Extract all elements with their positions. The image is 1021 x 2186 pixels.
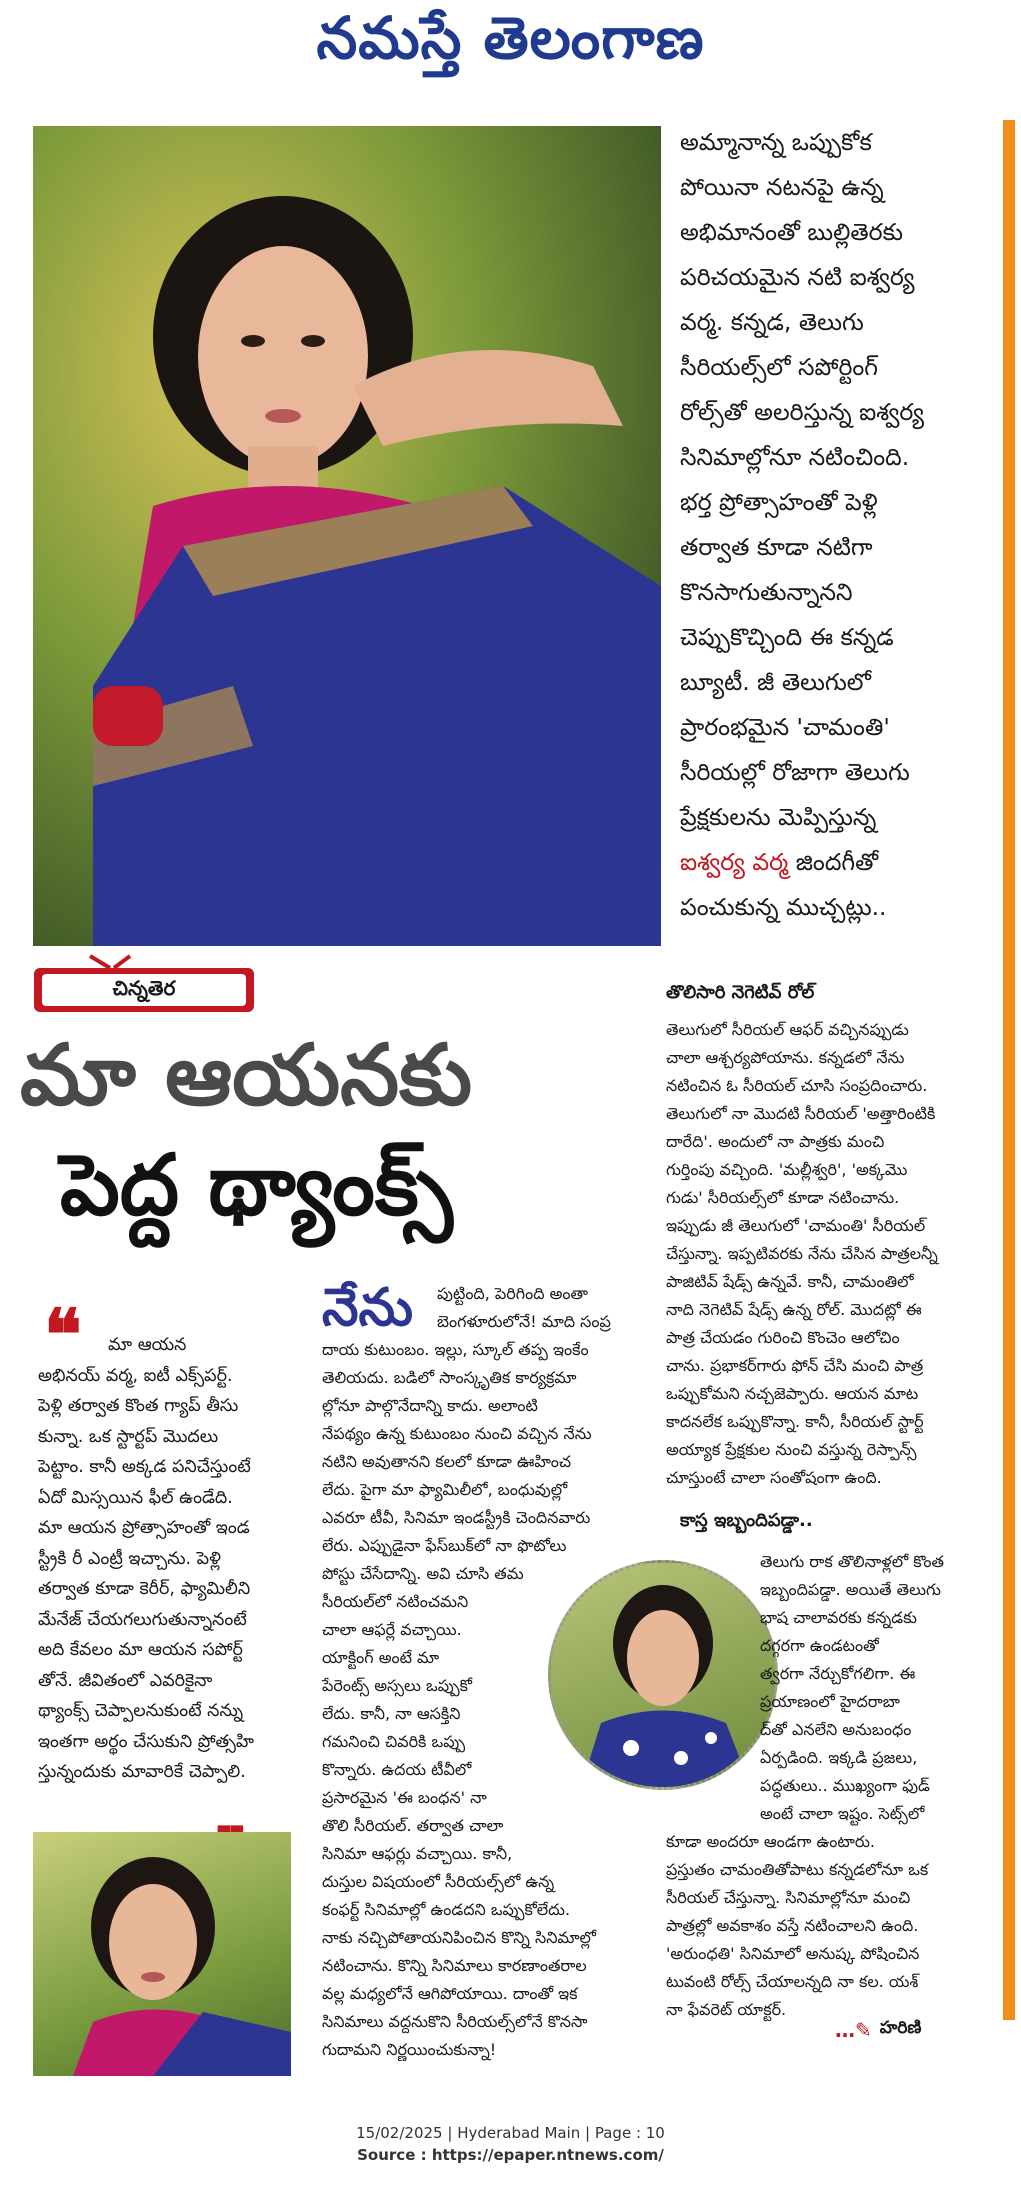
section2-line: నా ఫేవరెట్ యాక్టర్. — [666, 2000, 787, 2019]
section2-line: భాష చాలావరకు కన్నడకు — [760, 1608, 917, 1627]
section1-line: చూస్తుంటే చాలా సంతోషంగా ఉంది. — [666, 1468, 882, 1487]
quote-line: అది కేవలం మా ఆయన సపోర్ట్ — [38, 1640, 243, 1660]
middle-line: తెలియదు. బడిలో సాంస్కృతిక కార్యక్రమా — [322, 1368, 577, 1387]
circle-photo — [548, 1560, 778, 1790]
section2-line: సీరియల్ చేస్తున్నా. సినిమాల్లోనూ మంచి — [666, 1888, 911, 1907]
section2-body-bottom — [666, 1828, 1001, 2024]
section1-line: పాత్ర చేయడం గురించి కొంచెం ఆలోచిం — [666, 1328, 900, 1347]
section-tag-label: చిన్నతెర — [112, 975, 176, 1000]
footer-source-label: Source : — [357, 2146, 432, 2164]
quote-line: పెళ్లి తర్వాత కొంత గ్యాప్ తీసు — [38, 1396, 239, 1416]
section1-line: పాజిటివ్ షేడ్స్ ఉన్నవే. కానీ, చామంతిలో — [666, 1272, 914, 1291]
quote-line: మేనేజ్ చేయగలుగుతున్నానంటే — [38, 1609, 247, 1630]
middle-line: లేదు. పైగా మా ఫ్యామిలీలో, బంధువుల్లో — [322, 1480, 568, 1499]
middle-line: ప్రసారమైన 'ఈ బంధన' నా — [322, 1788, 487, 1807]
headline-line1: మా ఆయనకు — [20, 1026, 473, 1124]
quote-line: ఇంతగా అర్థం చేసుకుని ప్రోత్సహి — [38, 1731, 254, 1752]
footer-page: Page : 10 — [594, 2124, 665, 2142]
middle-line: దాయ కుటుంబం. ఇల్లు, స్కూల్ తప్ప ఇంకేం — [322, 1340, 589, 1359]
footer-source-link[interactable]: https://epaper.ntnews.com/ — [431, 2146, 664, 2164]
headline-line2: పెద్ద థ్యాంక్స్ — [60, 1136, 453, 1234]
middle-line: గమనించి చివరికి ఒప్పు — [322, 1732, 466, 1751]
middle-line: నేపథ్యం ఉన్న కుటుంబం నుంచి వచ్చిన నేను — [322, 1424, 592, 1443]
intro-line: పంచుకున్న ముచ్చట్లు.. — [680, 893, 887, 921]
section1-line: చాను. ప్రభాకర్‌గారు ఫోన్ చేసి మంచి పాత్ర — [666, 1356, 924, 1375]
section1-line: కాదనలేక ఒప్పుకొన్నా. కానీ, సీరియల్ స్టార్ట్ — [666, 1412, 924, 1431]
intro-line: సినిమాల్లోనూ నటించింది. — [680, 443, 910, 471]
byline-name: హరిణి — [879, 2018, 922, 2038]
quote-line: తర్వాత కూడా కెరీర్, ఫ్యామిలీని — [38, 1579, 251, 1599]
middle-line: ఎవరూ టీవీ, సినిమా ఇండస్ట్రీకి చెందినవారు — [322, 1508, 591, 1527]
quote-line: కున్నా. ఒక స్టార్టప్ మొదలు — [38, 1426, 219, 1447]
section2-line: అంటే చాలా ఇష్టం. సెట్స్‌లో — [760, 1804, 925, 1823]
small-photo — [33, 1832, 291, 2076]
middle-line: ల్లోనూ పాల్గొనేదాన్ని కాదు. అలాంటి — [322, 1396, 538, 1415]
middle-line: కొన్నారు. ఉదయ టీవీలో — [322, 1760, 472, 1779]
intro-line: సీరియల్స్‌లో సపోర్టింగ్ — [680, 353, 879, 381]
middle-line: సీరియల్‌లో నటించమని — [322, 1592, 469, 1611]
middle-line: నాకు నచ్చిపోతాయనిపించిన కొన్ని సినిమాల్లో — [322, 1928, 596, 1947]
main-photo-illustration — [33, 126, 661, 946]
middle-line: లేదు. కానీ, నా ఆసక్తిని — [322, 1704, 461, 1723]
footer-meta: 15/02/2025 | Hyderabad Main | Page : 10 — [356, 2124, 665, 2142]
open-quote-icon: ❝ — [44, 1293, 82, 1376]
section2-line: తెలుగు రాక తొలినాళ్లలో కొంత — [760, 1552, 944, 1571]
masthead-title: నమస్తే తెలంగాణ — [316, 3, 705, 72]
middle-line: తొలి సీరియల్. తర్వాత చాలా — [322, 1816, 504, 1835]
section2-line: టువంటి రోల్స్ చేయాలన్నది నా కల. యశ్ — [666, 1972, 919, 1991]
section1-line: తెలుగులో సీరియల్ ఆఫర్ వచ్చినప్పుడు — [666, 1020, 909, 1039]
intro-line: అమ్మానాన్న ఒప్పుకోక — [680, 128, 872, 156]
section2-body-top — [760, 1548, 1000, 1828]
footer-date: 15/02/2025 — [356, 2124, 443, 2142]
orange-rule — [1003, 120, 1015, 2020]
small-photo-illustration — [33, 1832, 291, 2076]
intro-line-highlight — [680, 840, 990, 885]
middle-line: యాక్టింగ్ అంటే మా — [322, 1648, 440, 1667]
section1-heading: తొలిసారి నెగెటివ్ రోల్ — [666, 982, 815, 1003]
section2-line: కూడా అందరూ ఆండగా ఉంటారు. — [666, 1832, 875, 1851]
intro-line: రోల్స్‌తో అలరిస్తున్న ఐశ్వర్య — [680, 398, 925, 426]
middle-line: చాలా ఆఫర్లే వచ్చాయి. — [322, 1620, 462, 1639]
section2-line: పాత్రల్లో అవకాశం వస్తే నటించాలని ఉంది. — [666, 1916, 919, 1935]
quote-line: మా ఆయన ప్రోత్సాహంతో ఇండ — [38, 1518, 250, 1538]
intro-line: సీరియల్లో రోజాగా తెలుగు — [680, 758, 910, 786]
section1-line: దారేది'. అందులో నా పాత్రకు మంచి — [666, 1132, 885, 1151]
pen-icon: …✎ — [835, 2018, 872, 2042]
section1-line: తెలుగులో నా మొదటి సీరియల్ 'అత్తారింటికి — [666, 1104, 936, 1123]
section2-heading: కాస్త ఇబ్బందిపడ్డా.. — [680, 1510, 813, 1531]
intro-line: వర్మ. కన్నడ, తెలుగు — [680, 308, 864, 336]
circle-photo-illustration — [551, 1563, 775, 1787]
intro-line: భర్త ప్రోత్సాహంతో పెళ్లి — [680, 488, 878, 516]
middle-line: లేరు. ఎప్పుడైనా ఫేస్‌బుక్‌లో నా ఫొటోలు — [322, 1536, 567, 1555]
intro-line: ప్రారంభమైన 'చామంతి' — [680, 713, 890, 741]
intro-line: తర్వాత కూడా నటిగా — [680, 533, 873, 561]
dropcap: నేను — [322, 1278, 414, 1338]
intro-line: బ్యూటీ. జీ తెలుగులో — [680, 668, 871, 696]
middle-line: పోస్టు చేసేదాన్ని. అవి చూసి తమ — [322, 1564, 524, 1583]
intro-name-rest: జిందగీతో — [788, 848, 879, 876]
section2-line: 'అరుంధతి' సినిమాలో అనుష్క పోషించిన — [666, 1944, 920, 1963]
section1-line: నటించిన ఓ సీరియల్ చూసి సంప్రదించారు. — [666, 1076, 928, 1095]
middle-line: సినిమా ఆఫర్లు వచ్చాయి. కానీ, — [322, 1844, 513, 1863]
intro-line: కొనసాగుతున్నానని — [680, 578, 853, 606]
section2-line: ద్‌తో ఎనలేని అనుబంధం — [760, 1720, 912, 1739]
middle-line: నటిని అవుతానని కలలో కూడా ఊహించ — [322, 1452, 572, 1471]
middle-line: వల్ల మధ్యలోనే ఆగిపోయాయి. దాంతో ఇక — [322, 1984, 578, 2003]
middle-line: పుట్టింది, పెరిగింది అంతా — [437, 1284, 588, 1303]
section2-line: దగ్గరగా ఉండటంతో — [760, 1636, 879, 1655]
middle-line: దుస్తుల విషయంలో సీరియల్స్‌లో ఉన్న — [322, 1872, 555, 1891]
section1-line: ఇప్పుడు జీ తెలుగులో 'చామంతి' సీరియల్ — [666, 1216, 926, 1235]
quote-line: పెట్టాం. కానీ అక్కడ పనిచేస్తుంటే — [38, 1457, 251, 1477]
footer-edition: Hyderabad Main — [457, 2124, 581, 2142]
quote-line: తోనే. జీవితంలో ఎవరికైనా — [38, 1670, 213, 1691]
intro-line: పరిచయమైన నటి ఐశ్వర్య — [680, 263, 915, 291]
intro-line: చెప్పుకొచ్చింది ఈ కన్నడ — [680, 623, 894, 651]
quote-line: స్తున్నందుకు మావారికే చెప్పాలి. — [38, 1762, 246, 1782]
intro-line: ప్రేక్షకులను మెప్పిస్తున్న — [680, 803, 877, 831]
section2-line: త్వరగా నేర్చుకోగలిగా. ఈ — [760, 1664, 916, 1683]
section2-line: ఏర్పడింది. ఇక్కడి ప్రజలు, — [760, 1748, 918, 1767]
footer — [0, 2122, 1021, 2166]
section2-line: ప్రస్తుతం చామంతితోపాటు కన్నడలోనూ ఒక — [666, 1860, 929, 1879]
middle-line: కంఫర్ట్ సినిమాల్లో ఉండదని ఒప్పుకోలేదు. — [322, 1900, 571, 1919]
middle-line: గుదామని నిర్ణయించుకున్నా! — [322, 2040, 497, 2059]
section-tag — [30, 950, 260, 1014]
section1-line: చాలా ఆశ్చర్యపోయాను. కన్నడలో నేను — [666, 1048, 905, 1067]
section1-line: చేస్తున్నా. ఇప్పటివరకు నేను చేసిన పాత్రలన్నీ — [666, 1244, 938, 1263]
middle-line: సినిమాలు వద్దనుకొని సీరియల్స్‌లోనే కొనసా — [322, 2012, 588, 2031]
quote-line: మా ఆయన — [108, 1335, 187, 1355]
main-photo — [33, 126, 661, 946]
section2-line: ప్రయాణంలో హైదరాబా — [760, 1692, 900, 1711]
footer-source — [0, 2144, 1021, 2166]
middle-line: నటించాను. కొన్ని సినిమాలు కారణాంతరాల — [322, 1956, 587, 1975]
section2-line: ఇబ్బందిపడ్డా. అయితే తెలుగు — [760, 1580, 941, 1599]
section2-line: పద్ధతులు.. ముఖ్యంగా ఫుడ్ — [760, 1776, 930, 1795]
quote-line: థ్యాంక్స్ చెప్పాలనుకుంటే నన్ను — [38, 1701, 244, 1721]
quote-line: ఏదో మిస్సయిన ఫీల్ ఉండేది. — [38, 1487, 233, 1508]
intro-line: పోయినా నటనపై ఉన్న — [680, 173, 884, 201]
middle-line: పేరెంట్స్ అస్సలు ఒప్పుకో — [322, 1676, 472, 1695]
quote-line: స్ట్రీకి రీ ఎంట్రీ ఇచ్చాను. పెళ్లి — [38, 1548, 221, 1569]
section1-body — [666, 1016, 1001, 1492]
section1-line: అయ్యాక ప్రేక్షకుల నుంచి వస్తున్న రెస్పాన్స్ — [666, 1440, 917, 1459]
intro-line: అభిమానంతో బుల్లితెరకు — [680, 218, 904, 246]
section1-line: గుర్తింపు వచ్చింది. 'మల్లీశ్వరి', 'అక్కమొ — [666, 1160, 908, 1179]
intro-column — [680, 120, 990, 930]
masthead — [0, 0, 1021, 90]
intro-name-highlight: ఐశ్వర్య వర్మ — [680, 848, 789, 876]
middle-line: బెంగళూరులోనే! మాది సంప్ర — [437, 1312, 611, 1331]
section1-line: నాది నెగెటివ్ షేడ్స్ ఉన్న రోల్. మొదట్లో ఈ — [666, 1300, 922, 1319]
section1-line: ఒప్పుకోమని నచ్చజెప్పారు. ఆయన మాట — [666, 1384, 919, 1403]
quote-line: అభినయ్ వర్మ, ఐటీ ఎక్స్‌పర్ట్. — [38, 1365, 233, 1386]
quote-column — [38, 1330, 328, 1788]
byline — [835, 2018, 921, 2042]
section1-line: గుడు' సీరియల్స్‌లో కూడా నటించాను. — [666, 1188, 900, 1207]
